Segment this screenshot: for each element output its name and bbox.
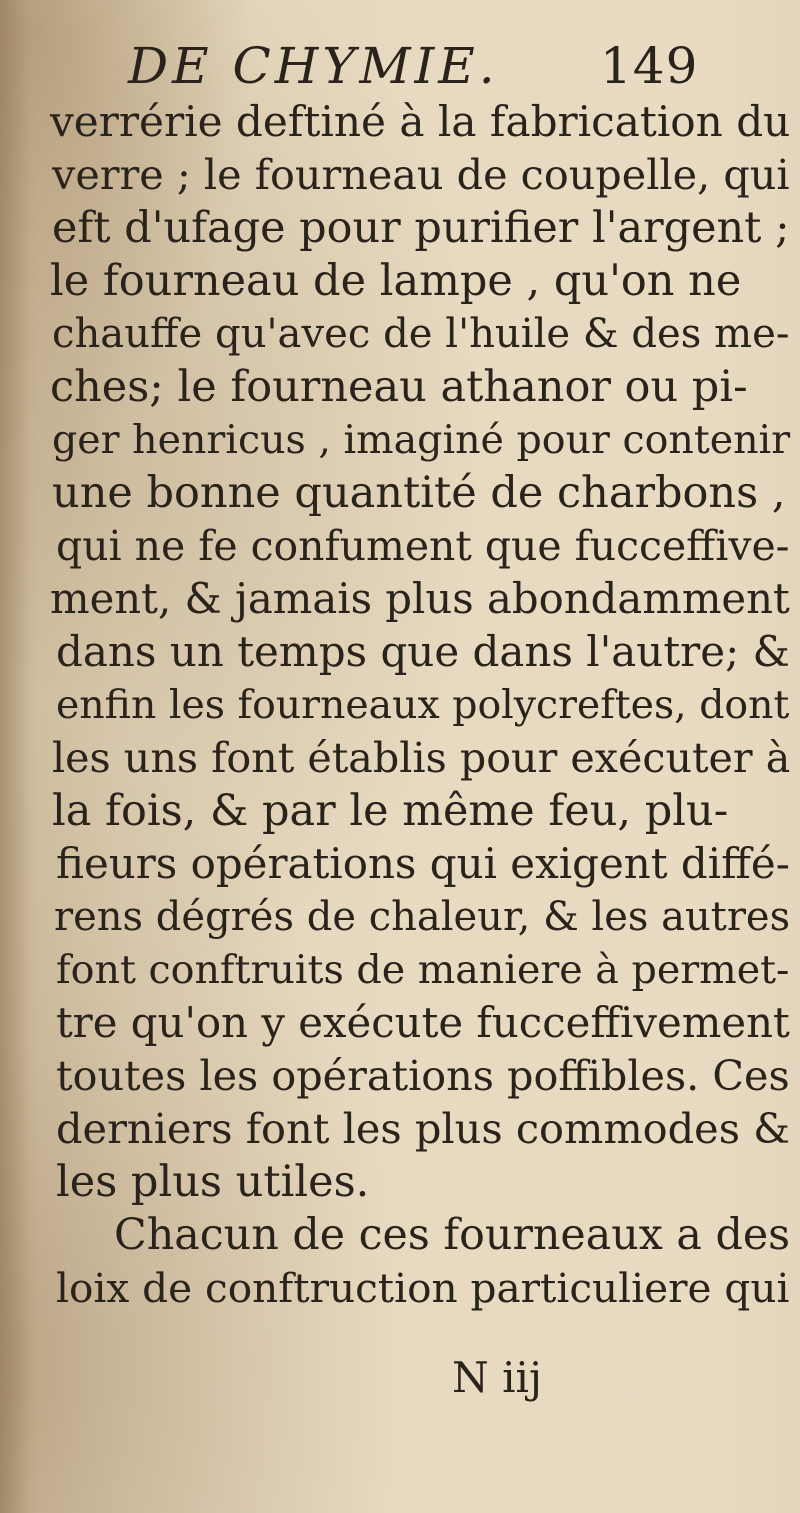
text-line: le fourneau de lampe , qu'on ne [50, 256, 742, 306]
text-line: rens dégrés de chaleur, & les autres [54, 894, 791, 940]
text-line: derniers font les plus commodes & [56, 1105, 791, 1153]
text-line: verre ; le fourneau de coupelle, qui [52, 151, 790, 199]
text-line: fieurs opérations qui exigent diffé- [56, 839, 790, 888]
text-line: ches; le fourneau athanor ou pi- [50, 362, 748, 412]
running-title: DE CHYMIE. [128, 37, 499, 95]
page-edge-shadow [0, 0, 30, 1513]
text-line: font conftruits de maniere à permet- [56, 947, 790, 993]
text-line: eft d'ufage pour purifier l'argent ; [52, 203, 790, 253]
text-line: verrérie deftiné à la fabrication du [50, 97, 791, 146]
text-line: enfin les fourneaux polycreftes, dont [56, 682, 790, 728]
page-number: 149 [600, 37, 699, 95]
text-line: qui ne fe confument que fucceffive- [56, 522, 790, 570]
text-line: la fois, & par le même feu, plu- [52, 786, 729, 836]
text-line: dans un temps que dans l'autre; & [56, 627, 790, 676]
text-line: chauffe qu'avec de l'huile & des me- [52, 311, 790, 357]
text-line: toutes les opérations poffibles. Ces [56, 1052, 790, 1100]
signature-mark: N iij [452, 1353, 542, 1402]
text-line: les uns font établis pour exécuter à [52, 734, 791, 782]
text-line: loix de conftruction particuliere qui [56, 1264, 790, 1312]
text-line: Chacun de ces fourneaux a des [114, 1210, 791, 1260]
page-header [128, 36, 699, 96]
text-line: tre qu'on y exécute fucceffivement [56, 998, 790, 1047]
text-line: une bonne quantité de charbons , [52, 468, 786, 518]
text-line: les plus utiles. [56, 1157, 370, 1207]
text-line: ment, & jamais plus abondamment [50, 574, 790, 623]
text-line: ger henricus , imaginé pour contenir [52, 417, 791, 463]
